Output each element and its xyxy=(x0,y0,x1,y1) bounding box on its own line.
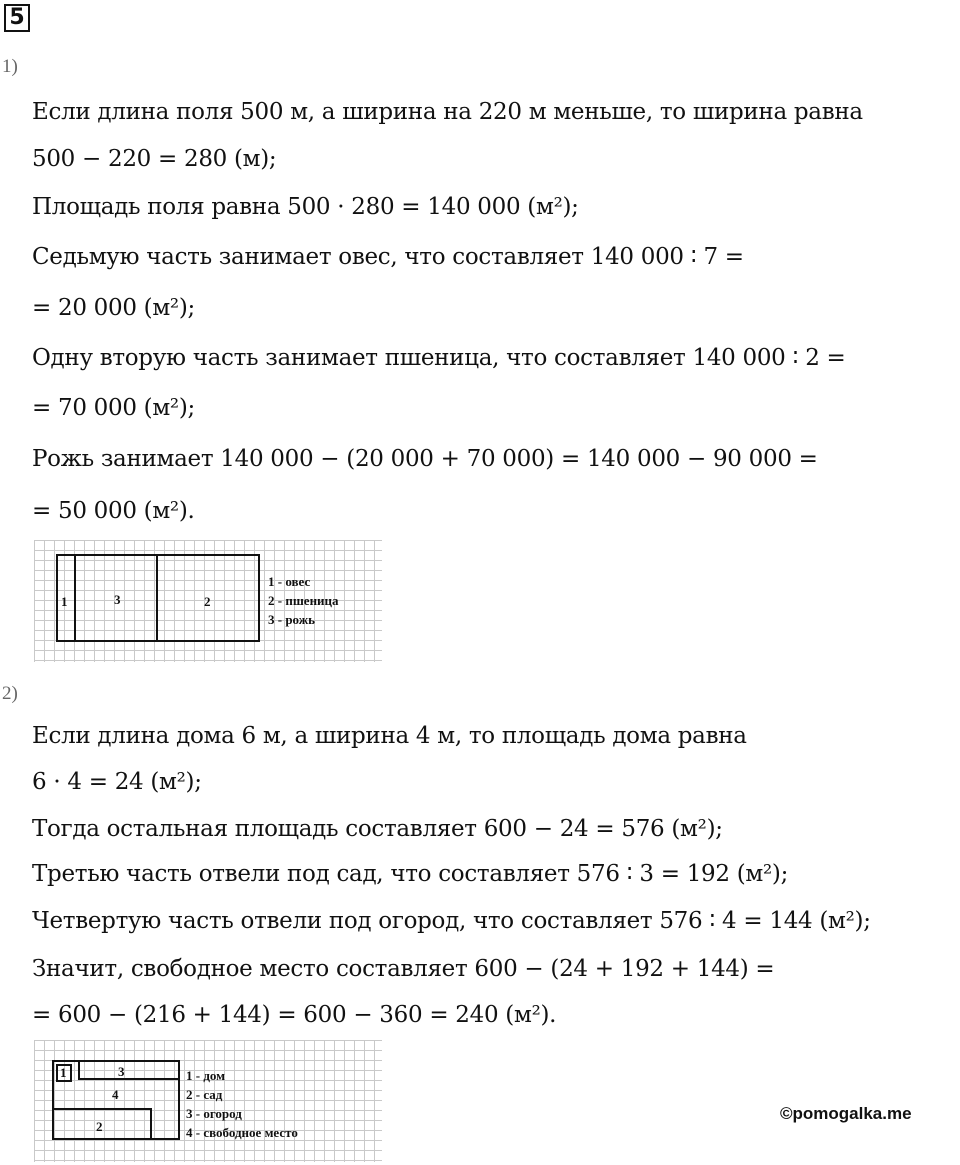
part-2-line: Четвертую часть отвели под огород, что составляет 576 ∶ 4 = 144 (м²); xyxy=(32,908,871,934)
region-label-oats: 1 xyxy=(61,594,68,609)
part-2-line: Если длина дома 6 м, а ширина 4 м, то площадь дома равна xyxy=(32,723,747,749)
part-1-line: Если длина поля 500 м, а ширина на 220 м меньше, то ширина равна xyxy=(32,99,863,125)
field-diagram xyxy=(34,540,382,662)
part-1-label: 1) xyxy=(2,56,18,77)
legend-item: 1 - дом xyxy=(186,1068,226,1083)
region-label-free: 4 xyxy=(112,1087,119,1102)
field-divider xyxy=(74,554,76,642)
region-label-wheat: 2 xyxy=(204,594,211,609)
part-1-line: 500 − 220 = 280 (м); xyxy=(32,146,277,172)
region-label-vegetable: 2 xyxy=(96,1119,103,1134)
part-1-line: Одну вторую часть занимает пшеница, что составляет 140 000 ∶ 2 = xyxy=(32,345,846,371)
part-1-line: Седьмую часть занимает овес, что составляет 140 000 ∶ 7 = xyxy=(32,244,744,270)
part-1-line: = 70 000 (м²); xyxy=(32,395,195,421)
part-1-line: = 20 000 (м²); xyxy=(32,295,195,321)
legend-item: 4 - свободное место xyxy=(186,1125,298,1140)
region-label-house: 1 xyxy=(60,1065,67,1080)
part-1-line: Площадь поля равна 500 · 280 = 140 000 (м²); xyxy=(32,194,579,220)
part-2-line: 6 · 4 = 24 (м²); xyxy=(32,769,202,795)
field-outline xyxy=(56,554,260,642)
part-2-line: Третью часть отвели под сад, что составляет 576 ∶ 3 = 192 (м²); xyxy=(32,861,789,887)
part-2-label: 2) xyxy=(2,683,18,704)
legend-item: 2 - пшеница xyxy=(268,593,339,608)
part-1-line: Рожь занимает 140 000 − (20 000 + 70 000) = 140 000 − 90 000 = xyxy=(32,446,818,472)
plot-diagram xyxy=(34,1040,382,1162)
part-2-line: = 600 − (216 + 144) = 600 − 360 = 240 (м²). xyxy=(32,1002,557,1028)
part-2-line: Тогда остальная площадь составляет 600 − 24 = 576 (м²); xyxy=(32,816,723,842)
site-credit: ©pomogalka.me xyxy=(780,1104,912,1123)
field-divider xyxy=(156,554,158,642)
legend-item: 2 - сад xyxy=(186,1087,223,1102)
legend-item: 3 - огород xyxy=(186,1106,242,1121)
orchard-rect xyxy=(78,1060,180,1080)
legend-item: 1 - овес xyxy=(268,574,311,589)
part-2-line: Значит, свободное место составляет 600 − (24 + 192 + 144) = xyxy=(32,956,775,982)
part-1-line: = 50 000 (м²). xyxy=(32,498,195,524)
region-label-rye: 3 xyxy=(114,592,121,607)
legend-item: 3 - рожь xyxy=(268,612,316,627)
task-number-box: 5 xyxy=(4,4,30,32)
region-label-orchard: 3 xyxy=(118,1064,125,1079)
